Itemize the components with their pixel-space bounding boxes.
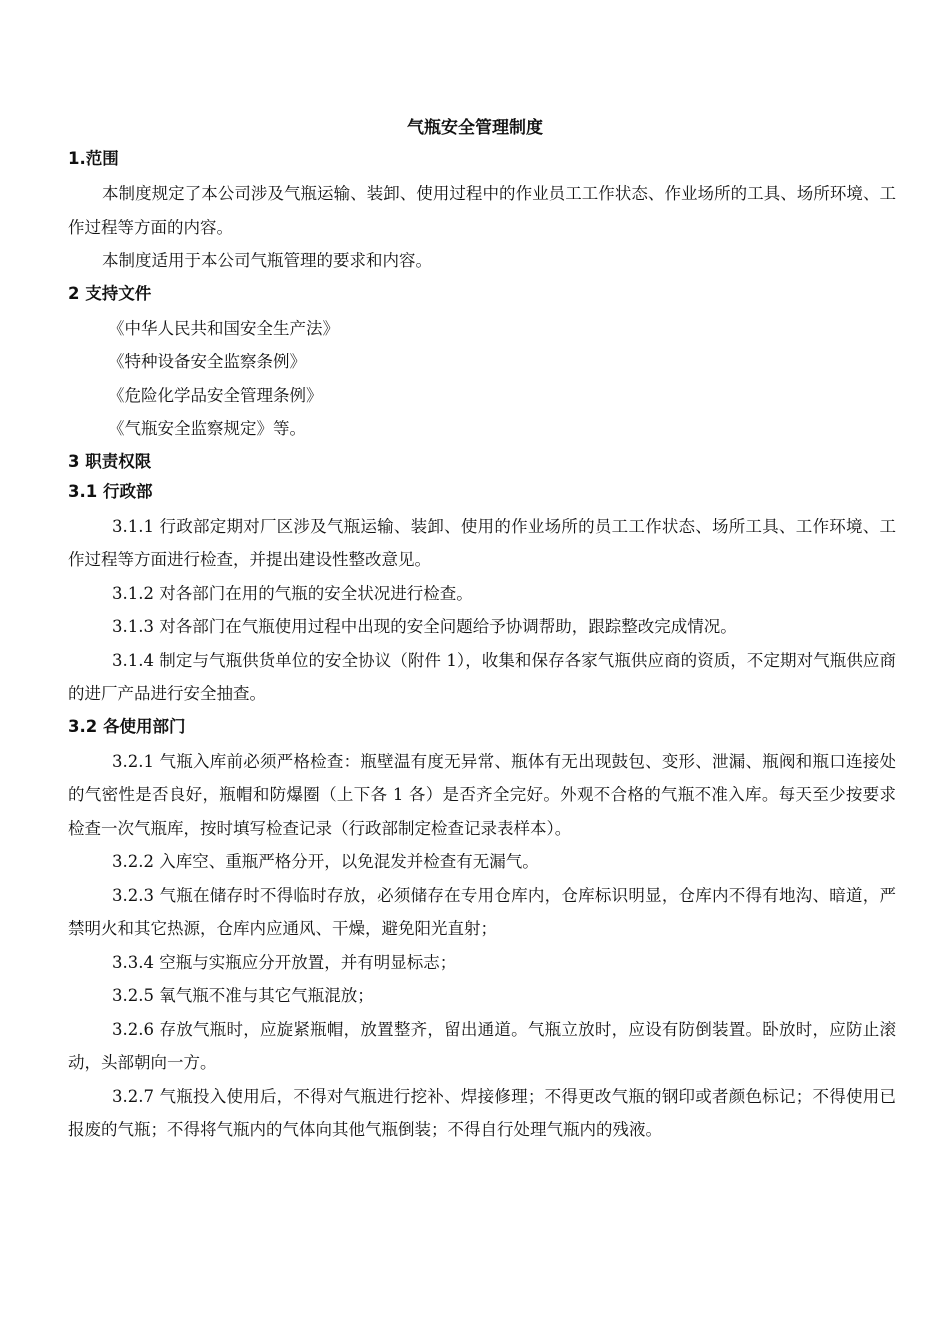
- section-heading-supporting-docs: 2 支持文件: [68, 283, 152, 303]
- dept-item: 3.2.2 入库空、重瓶严格分开，以免混发并检查有无漏气。: [112, 852, 539, 871]
- scope-paragraph-2: 本制度适用于本公司气瓶管理的要求和内容。: [102, 251, 432, 270]
- section-heading-scope: 1.范围: [68, 149, 119, 168]
- dept-item: 3.2.1 气瓶入库前必须严格检查：瓶壁温有度无异常、瓶体有无出现鼓包、变形、泄漏、瓶阀和瓶口连接处的气密性是否良好，瓶帽和防爆圈（上下各 1 各）是否齐全完好。外观不合格的气瓶不准入库。每天至少按要求检查一次气瓶库，按时填写检查记录（行政部制定检查记录表样本）。: [68, 751, 896, 838]
- dept-item: 3.2.3 气瓶在储存时不得临时存放，必须储存在专用仓库内，仓库标识明显，仓库内不得有地沟、暗道，严禁明火和其它热源，仓库内应通风、干燥，避免阳光直射；: [68, 885, 896, 938]
- scope-paragraph-1: 本制度规定了本公司涉及气瓶运输、装卸、使用过程中的作业员工工作状态、作业场所的工具、场所环境、工作过程等方面的内容。: [68, 184, 896, 237]
- admin-item: 3.1.3 对各部门在气瓶使用过程中出现的安全问题给予协调帮助，跟踪整改完成情况。: [112, 617, 737, 636]
- reference-item: 《危险化学品安全管理条例》: [108, 385, 323, 405]
- dept-item: 3.2.5 氧气瓶不准与其它气瓶混放；: [112, 986, 374, 1005]
- reference-item: 《中华人民共和国安全生产法》: [108, 318, 339, 338]
- section-heading-responsibilities: 3 职责权限: [68, 451, 152, 471]
- dept-item: 3.3.4 空瓶与实瓶应分开放置，并有明显标志；: [112, 952, 457, 972]
- dept-item: 3.2.6 存放气瓶时，应旋紧瓶帽，放置整齐，留出通道。气瓶立放时，应设有防倒装置。卧放时，应防止滚动，头部朝向一方。: [68, 1019, 896, 1072]
- admin-item: 3.1.4 制定与气瓶供货单位的安全协议（附件 1），收集和保存各家气瓶供应商的资质，不定期对气瓶供应商的进厂产品进行安全抽查。: [68, 650, 896, 703]
- admin-item: 3.1.1 行政部定期对厂区涉及气瓶运输、装卸、使用的作业场所的员工工作状态、场所工具、工作环境、工作过程等方面进行检查，并提出建设性整改意见。: [68, 516, 896, 569]
- reference-item: 《气瓶安全监察规定》等。: [108, 419, 306, 438]
- dept-item: 3.2.7 气瓶投入使用后，不得对气瓶进行挖补、焊接修理；不得更改气瓶的钢印或者颜色标记；不得使用已报废的气瓶；不得将气瓶内的气体向其他气瓶倒装；不得自行处理气瓶内的残液。: [68, 1086, 896, 1139]
- subsection-heading-admin: 3.1 行政部: [68, 481, 153, 501]
- reference-item: 《特种设备安全监察条例》: [108, 352, 306, 371]
- subsection-heading-user-departments: 3.2 各使用部门: [68, 716, 186, 736]
- admin-item: 3.1.2 对各部门在用的气瓶的安全状况进行检查。: [112, 583, 473, 603]
- document-body: [68, 145, 896, 1147]
- document-title: 气瓶安全管理制度: [407, 118, 543, 138]
